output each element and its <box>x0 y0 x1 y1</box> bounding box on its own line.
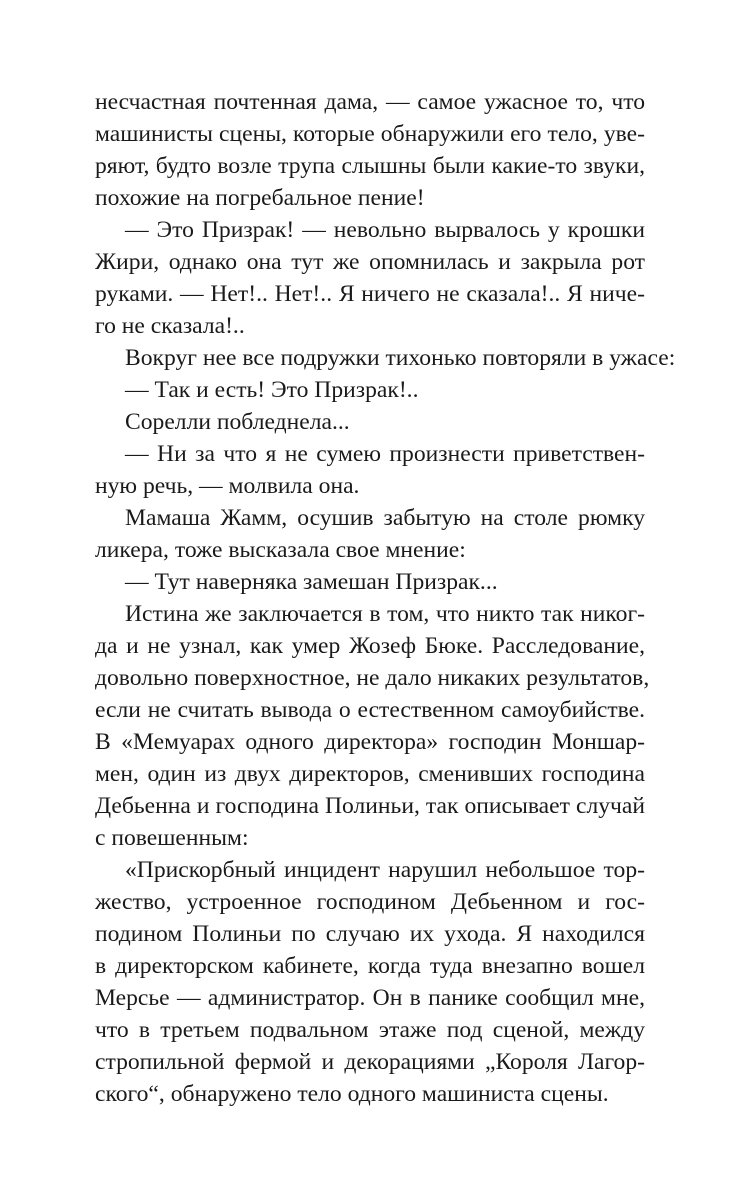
text-line: руками. — Нет!.. Нет!.. Я ничего не сказала!.. Я ниче- <box>95 281 645 307</box>
text-line: ского“, обнаружено тело одного машиниста сцены. <box>95 1081 609 1107</box>
text-line: что в третьем подвальном этаже под сценой, между <box>95 1017 645 1043</box>
text-line: жество, устроенное господином Дебьенном и гос- <box>95 889 645 915</box>
text-line: Дебьенна и господина Полиньи, так описывает случай <box>95 793 645 819</box>
text-line: В «Мемуарах одного директора» господин Моншар- <box>95 729 645 755</box>
text-line: похожие на погребальное пение! <box>95 185 425 211</box>
text-line: да и не узнал, как умер Жозеф Бюке. Расследование, <box>95 633 645 659</box>
text-line: Мамаша Жамм, осушив забытую на столе рюмку <box>125 505 645 531</box>
text-line: — Тут наверняка замешан Призрак... <box>125 569 498 595</box>
text-line: ликера, тоже высказала свое мнение: <box>95 537 466 563</box>
text-line: довольно поверхностное, не дало никаких результатов, <box>95 665 650 691</box>
text-line: — Так и есть! Это Призрак!.. <box>125 377 419 403</box>
text-line: стропильной фермой и декорациями „Короля Лагор- <box>95 1049 645 1075</box>
text-line: «Прискорбный инцидент нарушил небольшое тор- <box>125 857 645 883</box>
text-line: если не считать вывода о естественном самоубийстве. <box>95 697 645 723</box>
text-line: го не сказала!.. <box>95 313 245 339</box>
text-line: — Это Призрак! — невольно вырвалось у крошки <box>125 217 645 243</box>
text-line: мен, один из двух директоров, сменивших господина <box>95 761 645 787</box>
text-line: машинисты сцены, которые обнаружили его тело, уве- <box>95 121 645 147</box>
text-line: Вокруг нее все подружки тихонько повторяли в ужасе: <box>125 345 676 371</box>
text-line: Жири, однако она тут же опомнилась и закрыла рот <box>95 249 645 275</box>
text-line: ряют, будто возле трупа слышны были какие-то звуки, <box>95 153 645 179</box>
text-line: Сорелли побледнела... <box>125 409 350 435</box>
text-line: в директорском кабинете, когда туда внезапно вошел <box>95 953 645 979</box>
text-line: — Ни за что я не сумею произнести приветствен- <box>125 441 645 467</box>
text-line: несчастная почтенная дама, — самое ужасное то, что <box>95 89 645 115</box>
text-line: ную речь, — молвила она. <box>95 473 360 499</box>
text-line: Мерсье — администратор. Он в панике сообщил мне, <box>95 985 645 1011</box>
text-line: подином Полиньи по случаю их ухода. Я находился <box>95 921 645 947</box>
text-line: Истина же заключается в том, что никто так никог- <box>125 601 645 627</box>
text-line: с повешенным: <box>95 825 249 851</box>
